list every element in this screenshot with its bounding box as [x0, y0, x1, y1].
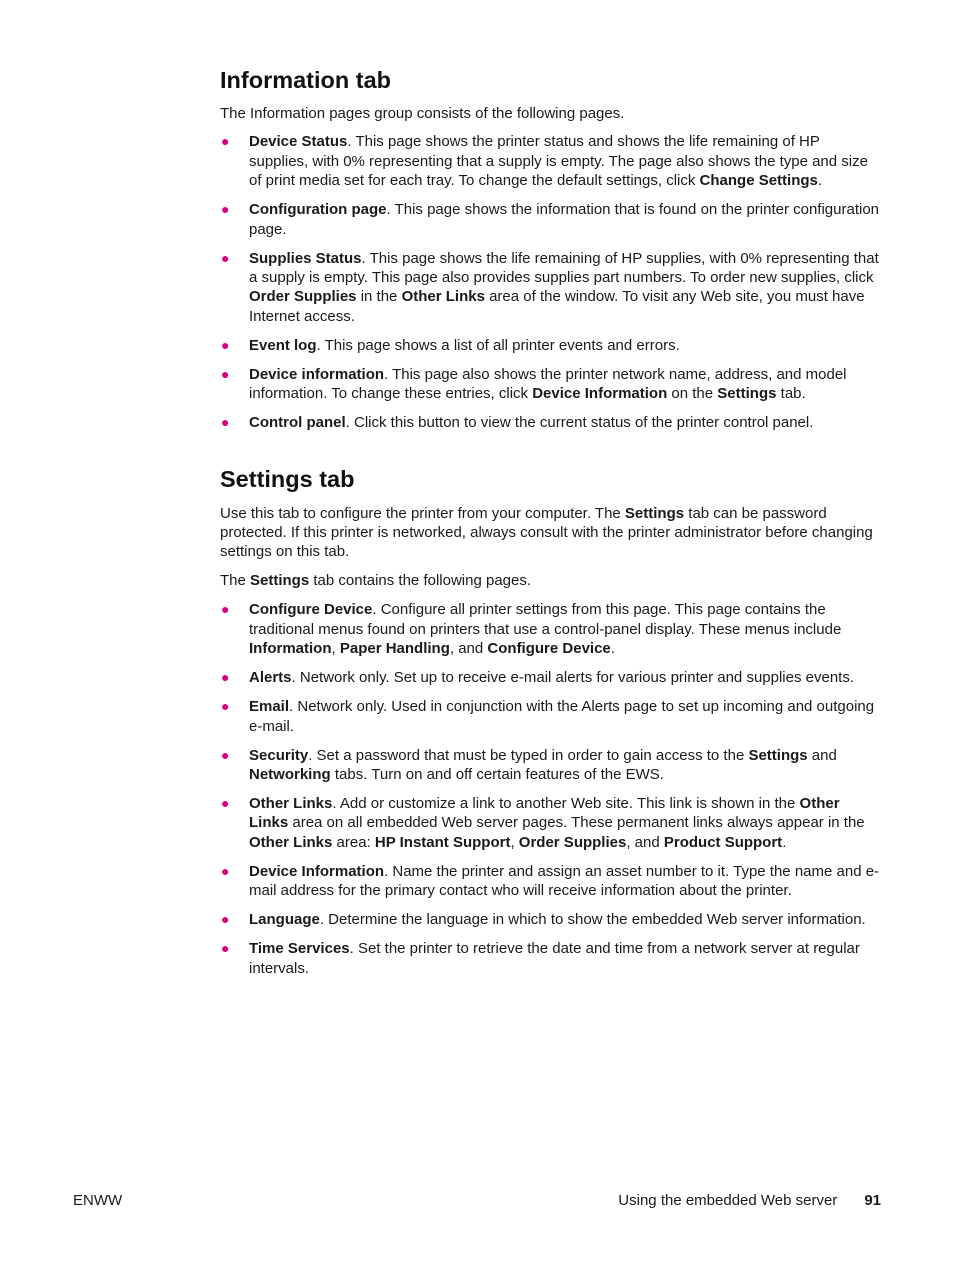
footer-section-title: Using the embedded Web server [618, 1192, 838, 1209]
settings-contents-paragraph: The Settings tab contains the following pages. [220, 572, 532, 590]
list-item [220, 746, 882, 785]
page-number: 91 [864, 1192, 881, 1209]
bullet-icon: ● [221, 862, 230, 879]
footer-doc-code: ENWW [73, 1192, 123, 1209]
list-item-text: Language. Determine the language in which to show the embedded Web server information. [249, 911, 866, 929]
bullet-icon: ● [221, 336, 230, 353]
footer-right [618, 1191, 881, 1211]
list-item [220, 413, 882, 432]
list-item [220, 249, 882, 327]
list-item [220, 336, 882, 355]
list-item [220, 794, 882, 852]
list-item [220, 668, 882, 687]
page-content [220, 62, 882, 978]
settings-pages-list [220, 600, 882, 978]
list-item-text: Device Information. Name the printer and assign an asset number to it. Type the name and e-mail address for the primary contact who will receive information about the printer. [249, 862, 880, 900]
list-item-text: Email. Network only. Used in conjunction with the Alerts page to set up incoming and outgoing e-mail. [249, 698, 875, 735]
bullet-icon: ● [221, 746, 230, 763]
list-item-text: Device information. This page also shows the printer network name, address, and model information. To change these entries, click Device Information on the Settings tab. [249, 365, 847, 403]
information-intro: The Information pages group consists of the following pages. [220, 105, 625, 122]
list-item-text: Alerts. Network only. Set up to receive e-mail alerts for various printer and supplies events. [249, 669, 855, 687]
list-item-text: Time Services. Set the printer to retrieve the date and time from a network server at regular intervals. [249, 940, 860, 977]
list-item [220, 862, 882, 901]
bullet-icon: ● [221, 601, 230, 618]
list-item-text: Device Status. This page shows the printer status and shows the life remaining of HP supplies, with 0% representing that a supply is empty. The page also shows the type and size of print media set for each tray. To change the default settings, click Change Settings. [249, 133, 868, 190]
list-item [220, 365, 882, 404]
list-item [220, 910, 882, 929]
bullet-icon: ● [221, 669, 230, 686]
bullet-icon: ● [221, 133, 230, 150]
bullet-icon: ● [221, 911, 230, 928]
list-item [220, 132, 882, 190]
information-pages-list [220, 132, 882, 432]
list-item-text: Other Links. Add or customize a link to another Web site. This link is shown in the Other Links area on all embedded Web server pages. These permanent links always appear in the Other Links area: HP Instant Support, Order Supplies, and Product Support. [249, 794, 865, 851]
list-item-text: Security. Set a password that must be typed in order to gain access to the Settings and Networking tabs. Turn on and off certain features of the EWS. [249, 746, 837, 783]
bullet-icon: ● [221, 940, 230, 957]
list-item [220, 600, 882, 658]
bullet-icon: ● [221, 794, 230, 811]
bullet-icon: ● [221, 698, 230, 715]
list-item-text: Configure Device. Configure all printer settings from this page. This page contains the traditional menus found on printers that use a control-panel display. These menus include Information, Paper Handling, and Configure Device. [249, 601, 842, 658]
information-tab-heading: Information tab [220, 67, 392, 93]
list-item-text: Configuration page. This page shows the information that is found on the printer configuration page. [249, 201, 880, 238]
list-item-text: Supplies Status. This page shows the life remaining of HP supplies, with 0% representing that a supply is empty. This page also provides supplies part numbers. To order new supplies, click Order Supplies in the Other Links area of the window. To visit any Web site, you must have Internet access. [249, 249, 879, 325]
bullet-icon: ● [221, 249, 230, 266]
list-item-text: Control panel. Click this button to view the current status of the printer control panel. [249, 414, 814, 432]
bullet-icon: ● [221, 414, 230, 431]
list-item-text: Event log. This page shows a list of all printer events and errors. [249, 336, 680, 354]
bullet-icon: ● [221, 201, 230, 218]
settings-intro-paragraph: Use this tab to configure the printer from your computer. The Settings tab can be password protected. If this printer is networked, always consult with the printer administrator before changing settings on this tab. [220, 504, 873, 561]
list-item [220, 697, 882, 736]
list-item [220, 939, 882, 978]
bullet-icon: ● [221, 365, 230, 382]
list-item [220, 200, 882, 239]
settings-tab-heading: Settings tab [220, 465, 355, 492]
